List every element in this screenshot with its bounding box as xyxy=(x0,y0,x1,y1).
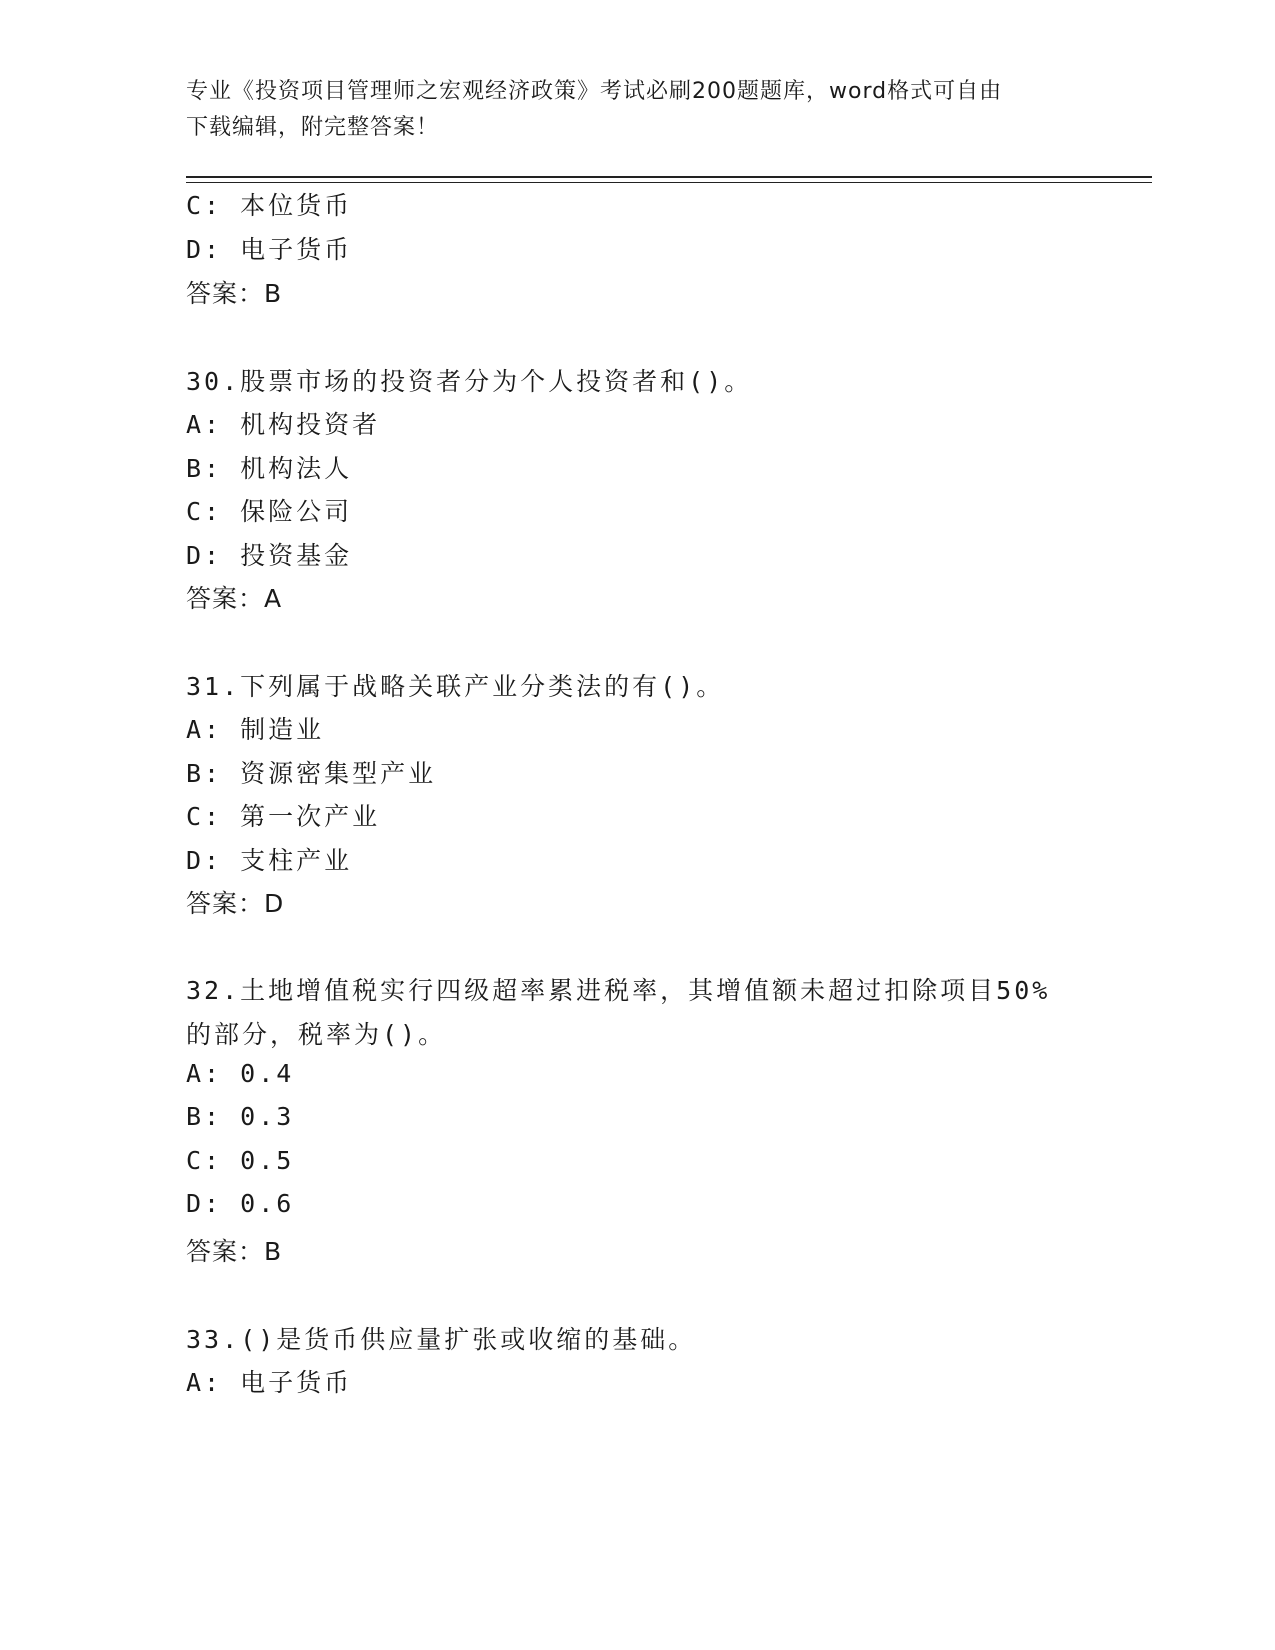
answer: 答案：D xyxy=(186,889,285,918)
option-c: C: 第一次产业 xyxy=(186,802,381,831)
option-d: D: 电子货币 xyxy=(186,235,353,264)
header-divider-top xyxy=(186,176,1152,178)
document-header xyxy=(186,74,1086,146)
option-a: A: 制造业 xyxy=(186,715,325,744)
option-b: B: 0.3 xyxy=(186,1102,295,1131)
option-c: C: 保险公司 xyxy=(186,497,353,526)
option-a: A: 机构投资者 xyxy=(186,410,381,439)
option-d: D: 0.6 xyxy=(186,1189,295,1218)
option-b: B: 资源密集型产业 xyxy=(186,759,437,788)
answer: 答案：B xyxy=(186,279,283,308)
option-d: D: 投资基金 xyxy=(186,541,353,570)
question-33: 33.()是货币供应量扩张或收缩的基础。 xyxy=(186,1325,697,1354)
option-c: C: 0.5 xyxy=(186,1146,295,1175)
question-31: 31.下列属于战略关联产业分类法的有()。 xyxy=(186,672,725,701)
header-divider-bottom xyxy=(186,182,1152,183)
question-32-line-1: 32.土地增值税实行四级超率累进税率，其增值额未超过扣除项目50% xyxy=(186,976,1051,1005)
option-a: A: 0.4 xyxy=(186,1059,295,1088)
header-line-1: 专业《投资项目管理师之宏观经济政策》考试必刷200题题库，word格式可自由 xyxy=(186,79,1003,104)
question-32-line-2: 的部分，税率为()。 xyxy=(186,1020,447,1049)
option-b: B: 机构法人 xyxy=(186,454,353,483)
answer: 答案：B xyxy=(186,1237,283,1266)
header-line-2: 下载编辑，附完整答案！ xyxy=(186,115,440,140)
option-a: A: 电子货币 xyxy=(186,1368,353,1397)
question-30: 30.股票市场的投资者分为个人投资者和()。 xyxy=(186,367,753,396)
option-c: C: 本位货币 xyxy=(186,191,353,220)
answer: 答案：A xyxy=(186,584,283,613)
option-d: D: 支柱产业 xyxy=(186,846,353,875)
